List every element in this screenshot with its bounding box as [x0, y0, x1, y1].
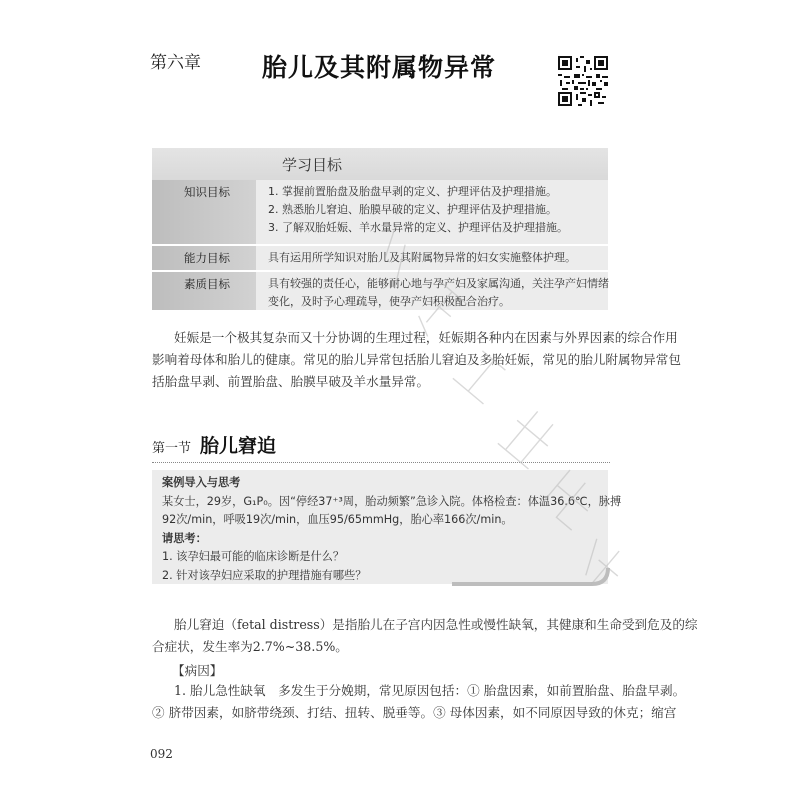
etiology-line: ② 脐带因素，如脐带绕颈、打结、扭转、脱垂等。③ 母体因素，如不同原因导致的休克；缩宫 — [152, 705, 677, 720]
goal-text-line: 变化，及时予心理疏导，使孕产妇积极配合治疗。 — [268, 295, 510, 308]
chapter-label: 第六章 — [150, 53, 201, 73]
case-question: 2. 针对该孕妇应采取的护理措施有哪些？ — [162, 568, 367, 582]
section-divider — [152, 462, 610, 463]
learning-goals-box — [152, 148, 608, 310]
goal-row-quality — [152, 272, 608, 310]
definition-line: 合症状，发生率为2.7%~38.5%。 — [152, 639, 348, 654]
case-box — [152, 470, 622, 594]
goal-text-line: 具有运用所学知识对胎儿及其附属物异常的妇女实施整体护理。 — [268, 251, 576, 264]
goal-text-line: 3. 了解双胎妊娠、羊水量异常的定义、护理评估及护理措施。 — [268, 221, 568, 234]
case-heading: 案例导入与思考 — [162, 476, 241, 489]
case-line: 某女士，29岁，G₁P₀。因“停经37⁺³周，胎动频繁”急诊入院。体格检查：体温36.6℃，脉搏 — [162, 494, 622, 508]
goal-label: 素质目标 — [184, 277, 230, 291]
section-number: 第一节 — [152, 441, 192, 456]
goal-label: 能力目标 — [184, 251, 230, 265]
intro-paragraph — [152, 327, 681, 393]
case-line: 92次/min，呼吸19次/min，血压95/65mmHg，胎心率166次/min。 — [162, 513, 513, 526]
goal-row-knowledge — [152, 180, 608, 244]
qr-code-icon[interactable] — [558, 56, 608, 106]
learning-goals-header — [152, 148, 608, 180]
goal-text-line: 1. 掌握前置胎盘及胎盘早剥的定义、护理评估及护理措施。 — [268, 185, 557, 198]
chapter-title: 胎儿及其附属物异常 — [262, 53, 497, 82]
section-title: 胎儿窘迫 — [200, 435, 277, 457]
goal-text-line: 具有较强的责任心，能够耐心地与孕产妇及家属沟通，关注孕产妇情绪 — [268, 277, 609, 290]
etiology-line: 1. 胎儿急性缺氧 多发生于分娩期，常见原因包括：① 胎盘因素，如前置胎盘、胎盘早剥。 — [174, 683, 686, 698]
page-number: 092 — [150, 747, 173, 761]
case-question-heading: 请思考： — [162, 531, 207, 545]
definition-paragraph — [152, 614, 698, 658]
definition-line: 胎儿窘迫（fetal distress）是指胎儿在子宫内因急性或慢性缺氧，其健康和生命受到危及的综 — [174, 617, 698, 632]
intro-line: 括胎盘早剥、前置胎盘、胎膜早破及羊水量异常。 — [152, 374, 430, 389]
goal-label: 知识目标 — [184, 185, 230, 199]
goal-text-line: 2. 熟悉胎儿窘迫、胎膜早破的定义、护理评估及护理措施。 — [268, 203, 557, 216]
case-question: 1. 该孕妇最可能的临床诊断是什么？ — [162, 550, 345, 563]
intro-line: 影响着母体和胎儿的健康。常见的胎儿异常包括胎儿窘迫及多胎妊娠，常见的胎儿附属物异常包 — [152, 352, 681, 367]
learning-goals-title: 学习目标 — [282, 156, 343, 174]
etiology-paragraph — [152, 680, 686, 724]
intro-line: 妊娠是一个极其复杂而又十分协调的生理过程，妊娠期各种内在因素与外界因素的综合作用 — [174, 330, 678, 345]
goal-row-ability — [152, 246, 608, 270]
etiology-heading: 【病因】 — [172, 663, 223, 678]
